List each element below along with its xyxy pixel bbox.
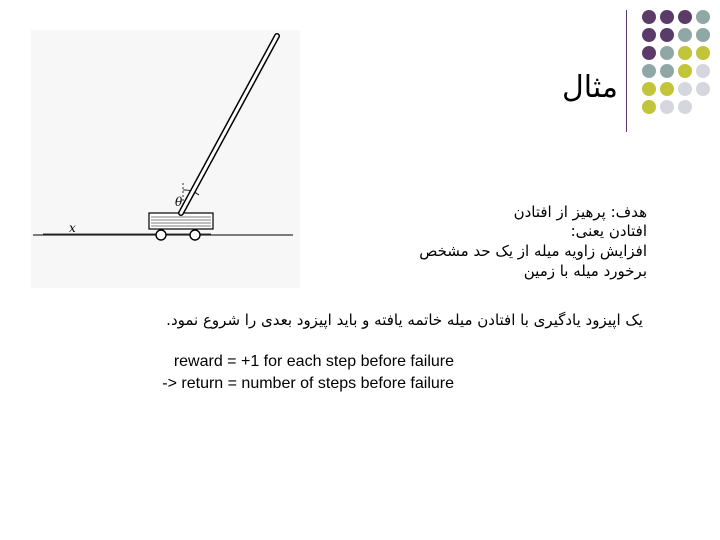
x-label: x: [69, 221, 76, 235]
ground-condition-line: برخورد میله با زمین: [523, 262, 647, 280]
theta-label: θ: [175, 195, 183, 209]
episode-paragraph: یک اپیزود یادگیری با افتادن میله خاتمه یافته و باید اپیزود بعدی را شروع نمود.: [166, 311, 643, 329]
decorative-dot-grid: [630, 10, 720, 120]
goal-line: هدف: پرهیز از افتادن: [513, 203, 647, 221]
slide-title: مثال: [561, 70, 618, 105]
return-formula: -> return = number of steps before failure: [162, 375, 454, 392]
cart-pole-figure: [31, 30, 300, 288]
title-divider-line: [626, 10, 627, 132]
failure-definition-line: افتادن یعنی:: [570, 222, 647, 240]
reward-formula: reward = +1 for each step before failure: [173, 353, 454, 370]
angle-condition-line: افزایش زاویه میله از یک حد مشخص: [419, 242, 647, 260]
cart-pole-diagram: [31, 30, 300, 288]
